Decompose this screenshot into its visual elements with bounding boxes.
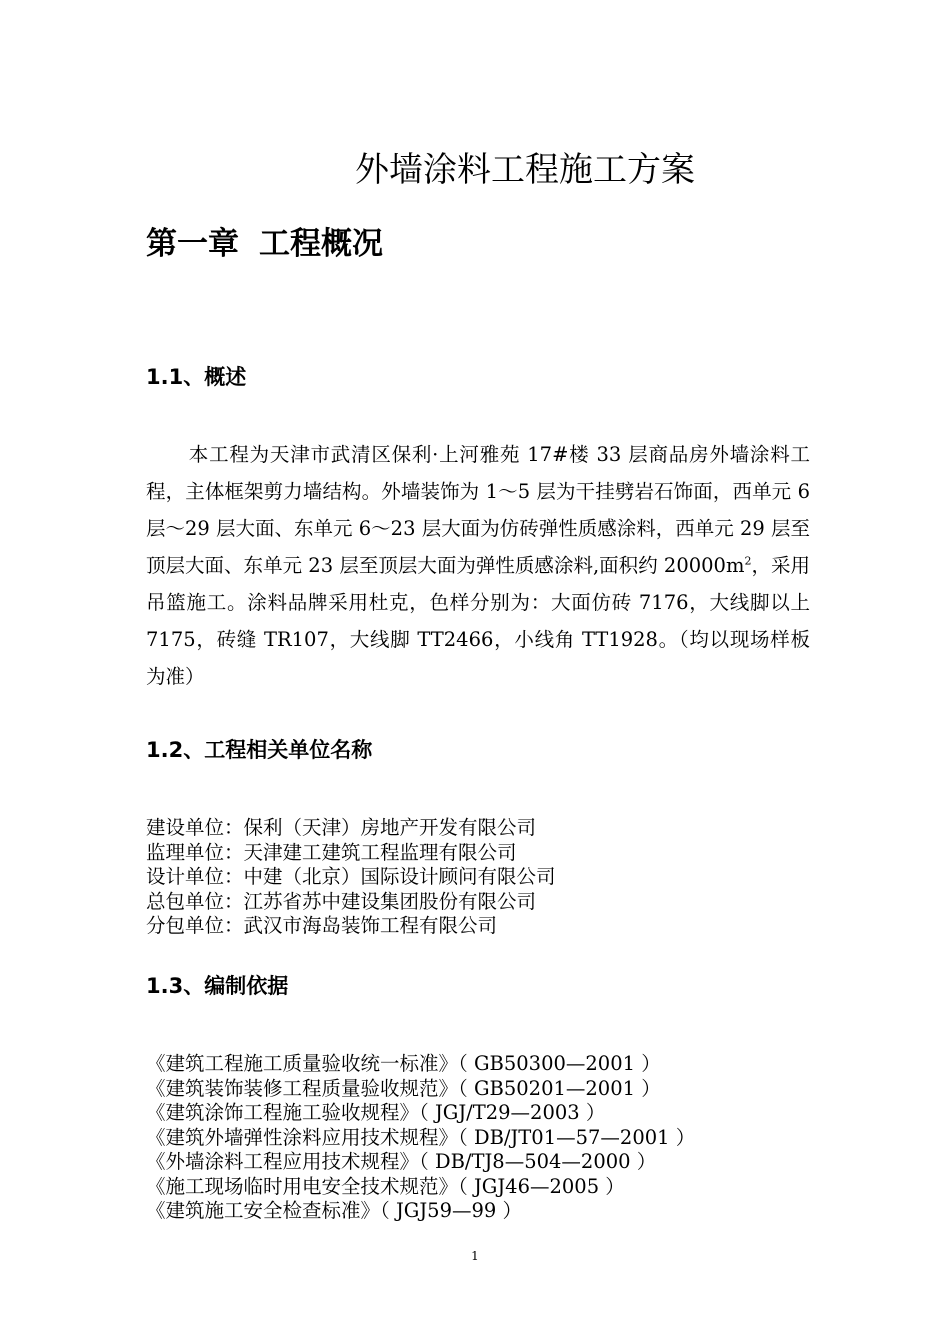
standards-list: [146, 1052, 695, 1224]
list-item: 《建筑涂饰工程施工验收规程》（ JGJ/T29—2003 ）: [146, 1101, 606, 1124]
chapter-heading: [146, 220, 383, 268]
overview-text-part1: 本工程为天津市武清区保利·上河雅苑 17#楼 33 层商品房外墙涂料工程，主体框架剪力墙结构。外墙装饰为 1～5 层为干挂劈岩石饰面，西单元 6 层～29 层大面、东单元 6～23 层大面为仿砖弹性质感涂料，西单元 29 层至顶层大面、东单元 23 层至顶层大面为弹性质感涂料,面积约 20000m: [146, 443, 810, 577]
overview-paragraph: [146, 436, 810, 695]
section-heading-overview: 1.1、概述: [146, 365, 247, 389]
list-item: 《建筑外墙弹性涂料应用技术规程》（ DB/JT01—57—2001 ）: [146, 1125, 696, 1149]
list-item: 《建筑施工安全检查标准》（ JGJ59—99 ）: [146, 1199, 522, 1222]
section-heading-units: 1.2、工程相关单位名称: [146, 738, 373, 762]
list-item: 《施工现场临时用电安全技术规范》（ JGJ46—2005 ）: [146, 1174, 625, 1198]
list-item: 建设单位：保利（天津）房地产开发有限公司: [146, 816, 537, 839]
related-units-list: [146, 816, 556, 939]
list-item: 总包单位：江苏省苏中建设集团股份有限公司: [146, 889, 537, 913]
list-item: 《外墙涂料工程应用技术规程》（ DB/TJ8—504—2000 ）: [146, 1150, 657, 1173]
document-title: 外墙涂料工程施工方案: [355, 150, 695, 190]
list-item: 设计单位：中建（北京）国际设计顾问有限公司: [146, 865, 556, 888]
superscript-two: 2: [744, 554, 752, 568]
list-item: 监理单位：天津建工建筑工程监理有限公司: [146, 840, 517, 864]
section-heading-basis: 1.3、编制依据: [146, 974, 289, 998]
chapter-name: 工程概况: [259, 226, 383, 262]
chapter-number: 第一章: [146, 226, 239, 262]
list-item: 分包单位：武汉市海岛装饰工程有限公司: [146, 914, 498, 937]
list-item: 《建筑装饰装修工程质量验收规范》（ GB50201—2001 ）: [146, 1076, 661, 1100]
overview-text-part2: ，采用吊篮施工。涂料品牌采用杜克，色样分别为：大面仿砖 7176，大线脚以上 7175，砖缝 TR107，大线脚 TT2466，小线角 TT1928。（均以现场样板为准）: [146, 554, 810, 688]
list-item: 《建筑工程施工质量验收统一标准》（ GB50300—2001 ）: [146, 1052, 661, 1075]
page-number: 1: [471, 1249, 479, 1263]
